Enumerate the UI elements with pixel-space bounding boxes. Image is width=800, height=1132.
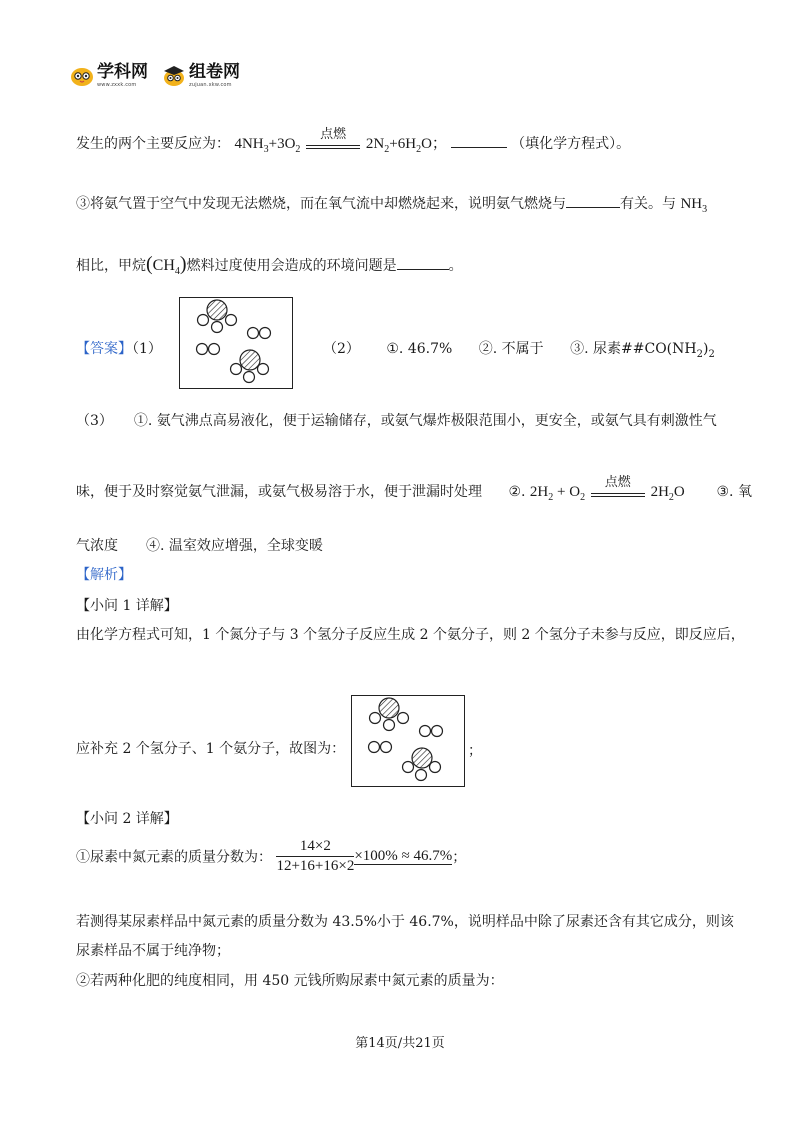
analysis-2-line-4: ②若两种化肥的纯度相同，用 450 元钱所购尿素中氮元素的质量为： (76, 973, 504, 989)
logo1-title: 学科网 (97, 62, 148, 82)
hydrogen-combustion-equation: $2H_2 + O_2$ 点燃 $2H_2O$ (529, 473, 685, 503)
line1-suffix: （填化学方程式）。 (511, 136, 631, 152)
analysis-1-line-1: 由化学方程式可知，1 个氮分子与 3 个氢分子反应生成 2 个氨分子，则 2 个氢分子未参与反应，即反应后， (76, 627, 745, 643)
logo1-url: www.zxxk.com (97, 82, 137, 88)
answer-part-3-line-3: 气浓度 ④. 温室效应增强，全球变暖 (76, 538, 323, 554)
sub-question-1-heading: 【小问 1 详解】 (76, 598, 178, 614)
analysis-1-end: ； (468, 743, 482, 759)
header-logos (70, 61, 240, 91)
question-line-1 (76, 125, 631, 155)
answer-blank-1[interactable] (451, 133, 507, 148)
graduate-owl-icon (162, 65, 186, 87)
logo2-title: 组卷网 (189, 62, 240, 82)
answer-line-1: 【答案】（1） (76, 341, 162, 357)
ch4-formula: $(CH_4)$ (146, 253, 187, 277)
answer-tag: 【答案】 (76, 341, 132, 357)
molecule-diagram-analysis (351, 695, 465, 787)
answer-part-3-line-2: 味，便于及时察觉氨气泄漏，或氨气极易溶于水，便于泄漏时处理 ②. $2H_2 + O_2$ 点燃 $2H_2O$ ③. 氧 (76, 473, 752, 503)
analysis-2-line-1: ①尿素中氮元素的质量分数为： $\frac{14\times 2}{12+16+16\times 2}$ ×100% ≈ 46.7%； (76, 838, 467, 874)
mass-fraction: $\frac{14\times 2}{12+16+16\times 2}$ (276, 838, 355, 874)
sub-question-2-heading: 【小问 2 详解】 (76, 811, 178, 827)
answer-blank-3[interactable] (397, 255, 449, 270)
line1-prefix: 发生的两个主要反应为： (76, 136, 230, 152)
reaction-condition-2: 点燃 (591, 483, 645, 503)
analysis-1-line-2: 应补充 2 个氢分子、1 个氨分子，故图为： (76, 741, 346, 757)
question-line-3: 相比，甲烷$(CH_4)$燃料过度使用会造成的环境问题是 。 (76, 253, 463, 277)
question-line-2: ③将氨气置于空气中发现无法燃烧，而在氧气流中却燃烧起来，说明氨气燃烧与 有关。与 $NH_3$ (76, 193, 707, 213)
logo2-url: zujuan.xkw.com (189, 82, 232, 88)
nh3-formula: $NH_3$ (680, 196, 708, 215)
answer-part-2: （2） ①. 46.7% ②. 不属于 ③. 尿素$\#\#CO(NH_2)_2$ (323, 341, 715, 360)
analysis-2-line-3: 尿素样品不属于纯净物； (76, 943, 230, 959)
ammonia-combustion-equation: $4NH_3+3O_2$ 点燃 $2N_2+6H_2O$； (234, 125, 447, 155)
molecule-diagram-answer (179, 297, 293, 389)
owl-icon (70, 65, 94, 87)
reaction-condition: 点燃 (306, 135, 360, 155)
answer-blank-2[interactable] (566, 193, 620, 208)
page-number: 第14页/共21页 (355, 1036, 445, 1051)
analysis-tag: 【解析】 (76, 567, 132, 583)
answer-part-3-line-1: （3） ①. 氨气沸点高易液化，便于运输储存，或氨气爆炸极限范围小，更安全，或氨气具有刺激性气 (76, 413, 717, 429)
analysis-2-line-2: 若测得某尿素样品中氮元素的质量分数为 43.5%小于 46.7%，说明样品中除了尿素还含有其它成分，则该 (76, 914, 734, 930)
logo-zxxk (70, 64, 148, 88)
logo-zujuan (162, 64, 240, 88)
